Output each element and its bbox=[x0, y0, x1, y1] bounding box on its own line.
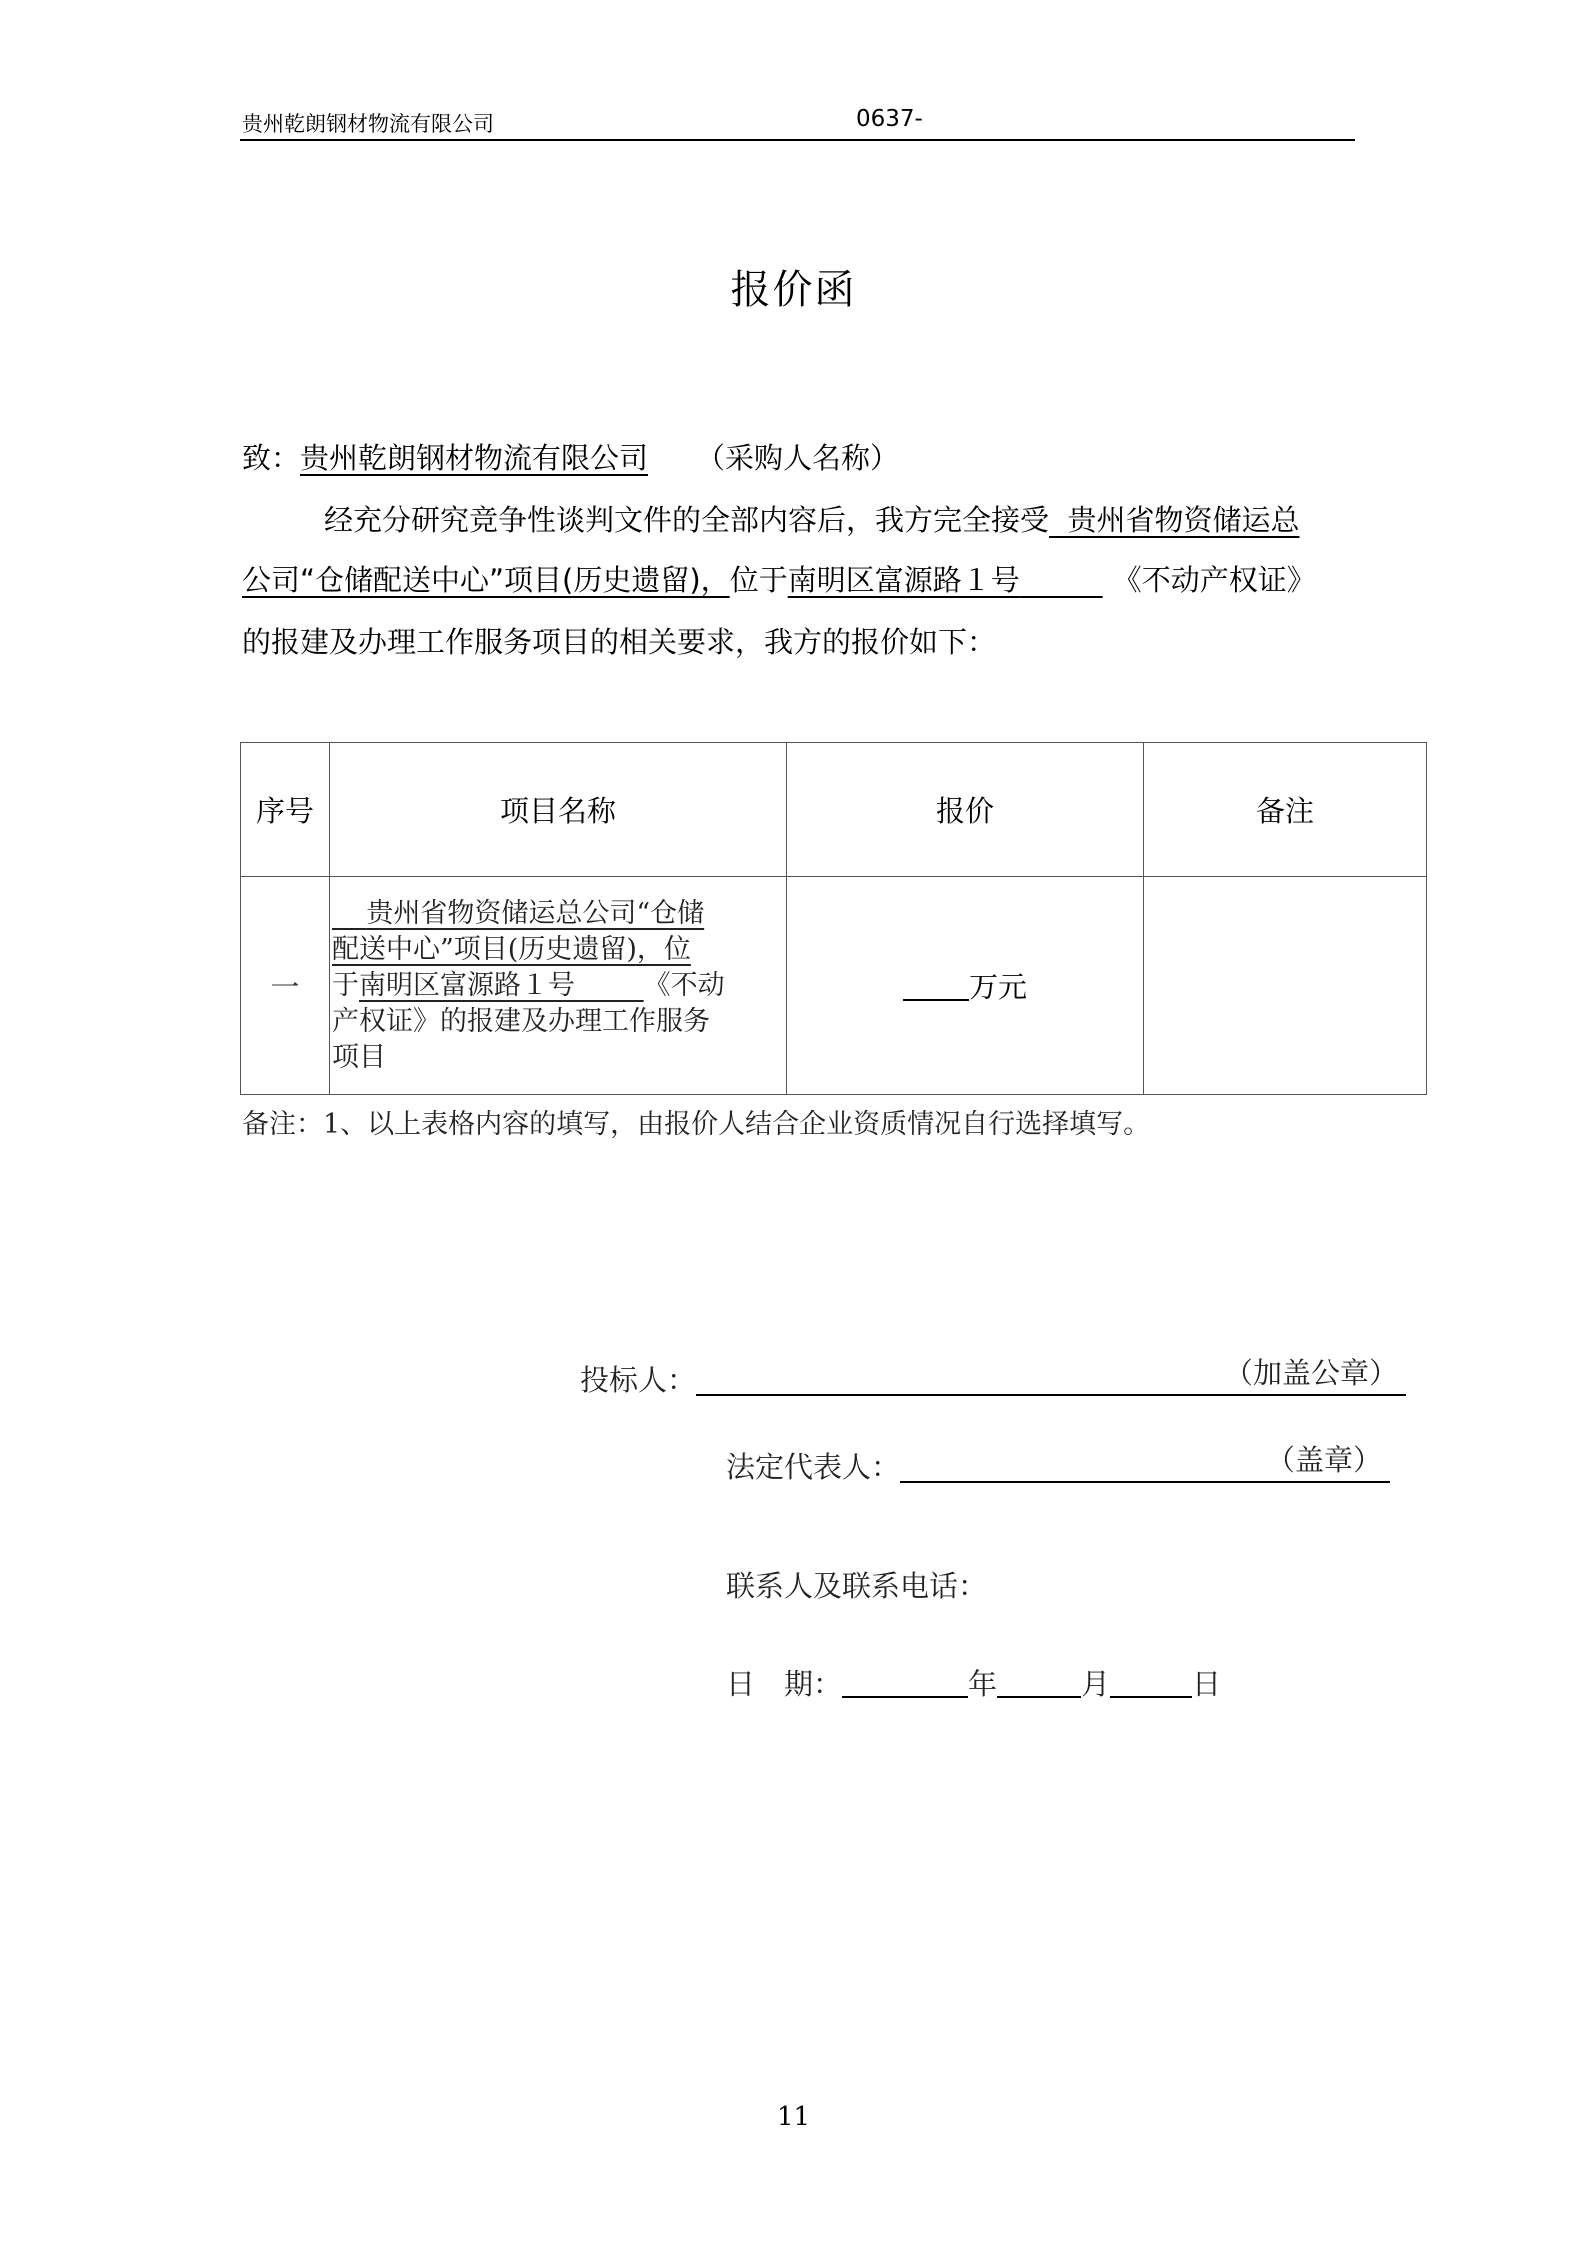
table-note: 备注：1、以上表格内容的填写，由报价人结合企业资质情况自行选择填写。 bbox=[242, 1109, 1151, 1140]
row-project-name: 贵州省物资储运总公司“仓储 配送中心”项目(历史遗留)，位 于南明区富源路１号 《不动 产权证》的报建及办理工作服务 项目 bbox=[330, 877, 787, 1095]
body-line2-project: 公司“仓储配送中心”项目(历史遗留)， bbox=[242, 563, 730, 597]
rep-blank[interactable] bbox=[900, 1443, 1390, 1483]
body-line-1 bbox=[324, 498, 1299, 539]
header-company: 贵州乾朗钢材物流有限公司 bbox=[242, 112, 494, 136]
addressee-line bbox=[242, 436, 899, 477]
addressee-suffix: （采购人名称） bbox=[696, 441, 900, 475]
bidder-stamp: （加盖公章） bbox=[1224, 1356, 1399, 1390]
row-index: 一 bbox=[241, 877, 330, 1095]
rep-label: 法定代表人： bbox=[726, 1450, 901, 1484]
price-blank[interactable] bbox=[903, 969, 969, 1001]
contact-label: 联系人及联系电话： bbox=[726, 1569, 988, 1603]
body-line-2 bbox=[242, 558, 1316, 599]
table-row bbox=[241, 877, 1427, 1095]
bidder-blank[interactable] bbox=[696, 1356, 1406, 1396]
body-line2-mid: 位于 bbox=[729, 563, 788, 597]
month-label: 月 bbox=[1081, 1667, 1111, 1701]
table-header-row bbox=[241, 743, 1427, 877]
header-code: 0637- bbox=[856, 106, 923, 132]
header-index: 序号 bbox=[241, 743, 330, 877]
row-price: 万元 bbox=[787, 877, 1144, 1095]
body-line1-project: 贵州省物资储运总 bbox=[1067, 503, 1300, 537]
date-line bbox=[726, 1662, 1221, 1703]
day-blank[interactable] bbox=[1110, 1666, 1192, 1698]
page-title: 报价函 bbox=[730, 267, 857, 313]
page-number: 11 bbox=[776, 2102, 811, 2132]
date-label: 日 期： bbox=[726, 1667, 843, 1701]
body-line2-tail: 《不动产权证》 bbox=[1112, 563, 1316, 597]
header-price: 报价 bbox=[787, 743, 1144, 877]
addressee-name: 贵州乾朗钢材物流有限公司 bbox=[300, 441, 649, 475]
body-line2-location: 南明区富源路１号 bbox=[787, 563, 1020, 597]
day-label: 日 bbox=[1192, 1667, 1222, 1701]
body-line1-text: 经充分研究竞争性谈判文件的全部内容后，我方完全接受 bbox=[324, 503, 1050, 537]
bidder-label: 投标人： bbox=[580, 1363, 697, 1397]
header-divider bbox=[240, 139, 1355, 141]
header-name: 项目名称 bbox=[330, 743, 787, 877]
month-blank[interactable] bbox=[997, 1666, 1081, 1698]
addressee-prefix: 致： bbox=[242, 441, 301, 475]
year-label: 年 bbox=[968, 1667, 998, 1701]
quote-table bbox=[240, 742, 1427, 1095]
bidder-line bbox=[580, 1358, 1406, 1399]
rep-stamp: （盖章） bbox=[1266, 1443, 1383, 1477]
rep-line bbox=[726, 1445, 1390, 1486]
body-line-3: 的报建及办理工作服务项目的相关要求，我方的报价如下： bbox=[242, 625, 997, 659]
year-blank[interactable] bbox=[842, 1666, 968, 1698]
row-remark bbox=[1144, 877, 1427, 1095]
header-remark: 备注 bbox=[1144, 743, 1427, 877]
